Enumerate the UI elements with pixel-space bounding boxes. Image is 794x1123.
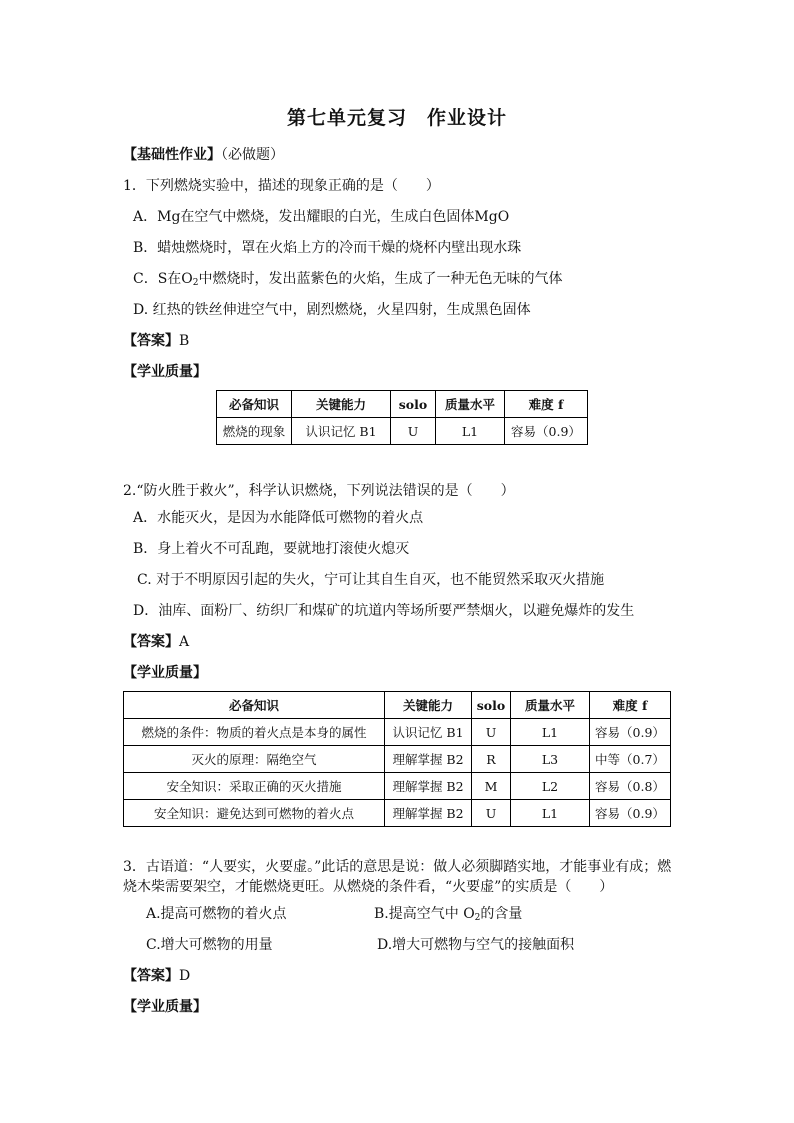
q2-option-c: C. 对于不明原因引起的失火，宁可让其自生自灭，也不能贸然采取灭火措施 <box>137 572 605 588</box>
q3-stem-line1: 3．古语道：“人要实，火要虚。”此话的意思是说：做人必须脚踏实地，才能事业有成；燃 <box>123 859 672 875</box>
q1-stem: 1．下列燃烧实验中，描述的现象正确的是（ ） <box>123 178 440 194</box>
table-header: 必备知识 <box>217 391 292 418</box>
table-row <box>217 418 588 445</box>
table-header: 难度 f <box>590 692 671 719</box>
table-header: 关键能力 <box>385 692 472 719</box>
q3-option-b: B.提高空气中 $O_2$的含量 <box>374 906 523 923</box>
q2-option-d: D．油库、面粉厂、纺织厂和煤矿的坑道内等场所要严禁烟火，以避免爆炸的发生 <box>133 603 635 619</box>
table-cell: L3 <box>511 746 590 773</box>
q3-stem-line2: 烧木柴需要架空，才能燃烧更旺。从燃烧的条件看，“火要虚”的实质是（ ） <box>123 879 614 895</box>
table-header: 质量水平 <box>511 692 590 719</box>
table-cell: 容易（0.8） <box>590 773 671 800</box>
q1-quality-label: 【学业质量】 <box>123 364 207 380</box>
table-cell: 安全知识：采取正确的灭火措施 <box>124 773 385 800</box>
table-header-row <box>124 692 671 719</box>
q2-option-b: B．身上着火不可乱跑，要就地打滚使火熄灭 <box>133 541 410 557</box>
table-cell: 燃烧的条件：物质的着火点是本身的属性 <box>124 719 385 746</box>
table-cell: L1 <box>511 719 590 746</box>
q1-option-d: D. 红热的铁丝伸进空气中，剧烈燃烧，火星四射，生成黑色固体 <box>133 302 531 318</box>
q1-option-c: C．S在$O_2$中燃烧时，发出蓝紫色的火焰，生成了一种无色无味的气体 <box>133 271 563 288</box>
q3-answer: 【答案】D <box>123 968 191 984</box>
table-header: 难度 f <box>505 391 588 418</box>
table-row <box>124 800 671 827</box>
table-cell: L1 <box>511 800 590 827</box>
q2-quality-label: 【学业质量】 <box>123 665 207 681</box>
table-cell: 燃烧的现象 <box>217 418 292 445</box>
table-header: 必备知识 <box>124 692 385 719</box>
q3-option-d: D.增大可燃物与空气的接触面积 <box>377 937 575 953</box>
table-header: 关键能力 <box>292 391 391 418</box>
table-cell: 理解掌握 B2 <box>385 800 472 827</box>
table-cell: U <box>472 800 511 827</box>
q2-quality-table <box>123 691 671 827</box>
table-header: solo <box>391 391 436 418</box>
q1-quality-table <box>216 390 588 445</box>
q2-stem: 2.“防火胜于救火”，科学认识燃烧，下列说法错误的是（ ） <box>123 483 515 499</box>
table-cell: R <box>472 746 511 773</box>
q1-option-a: A．Mg在空气中燃烧，发出耀眼的白光，生成白色固体MgO <box>133 209 510 225</box>
table-cell: 安全知识：避免达到可燃物的着火点 <box>124 800 385 827</box>
table-cell: 中等（0.7） <box>590 746 671 773</box>
table-header-row <box>217 391 588 418</box>
table-cell: 理解掌握 B2 <box>385 773 472 800</box>
q1-answer: 【答案】B <box>123 333 190 349</box>
table-cell: U <box>472 719 511 746</box>
table-cell: 认识记忆 B1 <box>292 418 391 445</box>
q2-answer: 【答案】A <box>123 634 190 650</box>
q3-quality-label: 【学业质量】 <box>123 999 207 1015</box>
table-cell: 容易（0.9） <box>590 800 671 827</box>
table-row <box>124 719 671 746</box>
table-row <box>124 746 671 773</box>
section-note: （必做题） <box>221 147 284 163</box>
table-cell: 理解掌握 B2 <box>385 746 472 773</box>
table-cell: 灭火的原理：隔绝空气 <box>124 746 385 773</box>
table-cell: U <box>391 418 436 445</box>
table-cell: 容易（0.9） <box>590 719 671 746</box>
table-cell: M <box>472 773 511 800</box>
page-title: 第七单元复习 作业设计 <box>286 107 507 129</box>
table-cell: 认识记忆 B1 <box>385 719 472 746</box>
section-label: 【基础性作业】 <box>123 147 221 163</box>
table-row <box>124 773 671 800</box>
table-header: 质量水平 <box>436 391 505 418</box>
section-heading <box>123 145 284 165</box>
q3-option-c: C.增大可燃物的用量 <box>146 937 273 953</box>
table-header: solo <box>472 692 511 719</box>
q2-option-a: A．水能灭火，是因为水能降低可燃物的着火点 <box>133 510 424 526</box>
table-cell: L1 <box>436 418 505 445</box>
q1-option-b: B．蜡烛燃烧时，罩在火焰上方的冷而干燥的烧杯内壁出现水珠 <box>133 240 522 256</box>
table-cell: L2 <box>511 773 590 800</box>
q3-option-a: A.提高可燃物的着火点 <box>146 906 287 922</box>
table-cell: 容易（0.9） <box>505 418 588 445</box>
